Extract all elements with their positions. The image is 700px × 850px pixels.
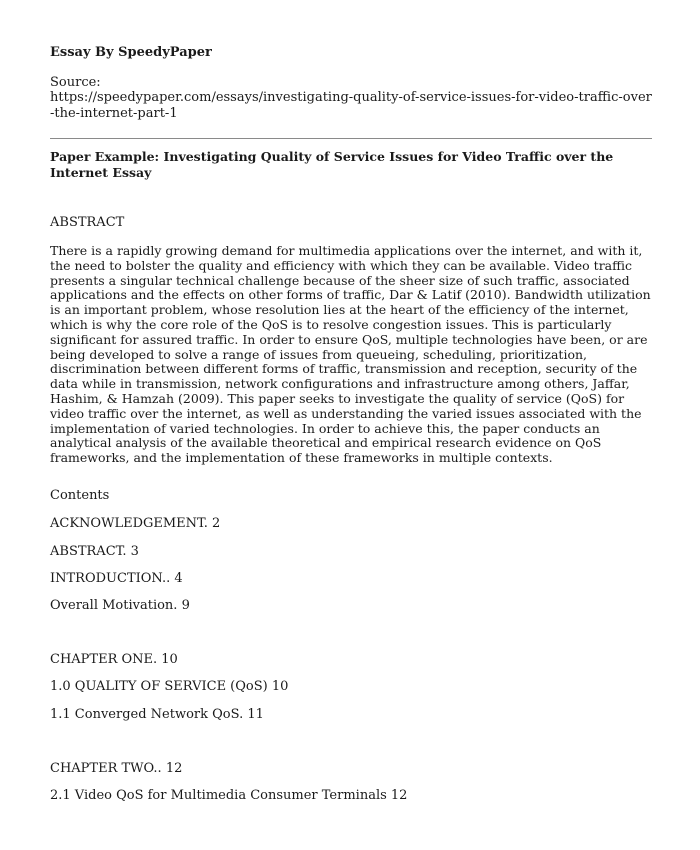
contents-item: 2.1 Video QoS for Multimedia Consumer Terminals 12 [50,788,408,803]
contents-item: INTRODUCTION.. 4 [50,571,183,586]
contents-item: CHAPTER TWO.. 12 [50,761,183,776]
source-url: https://speedypaper.com/essays/investigating-quality-of-service-issues-for-video-traffic-over-the-internet-part-1 [50,90,652,121]
contents-item: CHAPTER ONE. 10 [50,652,178,667]
contents-item: ABSTRACT. 3 [50,544,139,559]
horizontal-divider [50,138,652,139]
essay-author-heading: Essay By SpeedyPaper [50,45,212,60]
contents-item: ACKNOWLEDGEMENT. 2 [50,516,221,531]
contents-item: 1.0 QUALITY OF SERVICE (QoS) 10 [50,679,289,694]
contents-heading: Contents [50,488,110,503]
contents-item: Overall Motivation. 9 [50,598,190,613]
contents-item: 1.1 Converged Network QoS. 11 [50,707,264,722]
source-label: Source: [50,75,101,90]
abstract-heading: ABSTRACT [50,215,125,230]
abstract-paragraph: There is a rapidly growing demand for multimedia applications over the internet, and with it, the need to bolster the quality and efficiency with which they can be available. Video traffic presents a singular technical challenge because of the sheer size of such traffic, associated applications and the effects on other forms of traffic, Dar & Latif (2010). Bandwidth utilization is an important problem, whose resolution lies at the heart of the efficiency of the internet, which is why the core role of the QoS is to resolve congestion issues. This is particularly significant for assured traffic. In order to ensure QoS, multiple technologies have been, or are being developed to solve a range of issues from queueing, scheduling, prioritization, discrimination between different forms of traffic, transmission and reception, security of the data while in transmission, network configurations and infrastructure among others, Jaffar, Hashim, & Hamzah (2009). This paper seeks to investigate the quality of service (QoS) for video traffic over the internet, as well as understanding the varied issues associated with the implementation of varied technologies. In order to achieve this, the paper conducts an analytical analysis of the available theoretical and empirical research evidence on QoS frameworks, and the implementation of these frameworks in multiple contexts. [50,243,651,466]
paper-title: Paper Example: Investigating Quality of Service Issues for Video Traffic over the Internet Essay [50,149,614,180]
